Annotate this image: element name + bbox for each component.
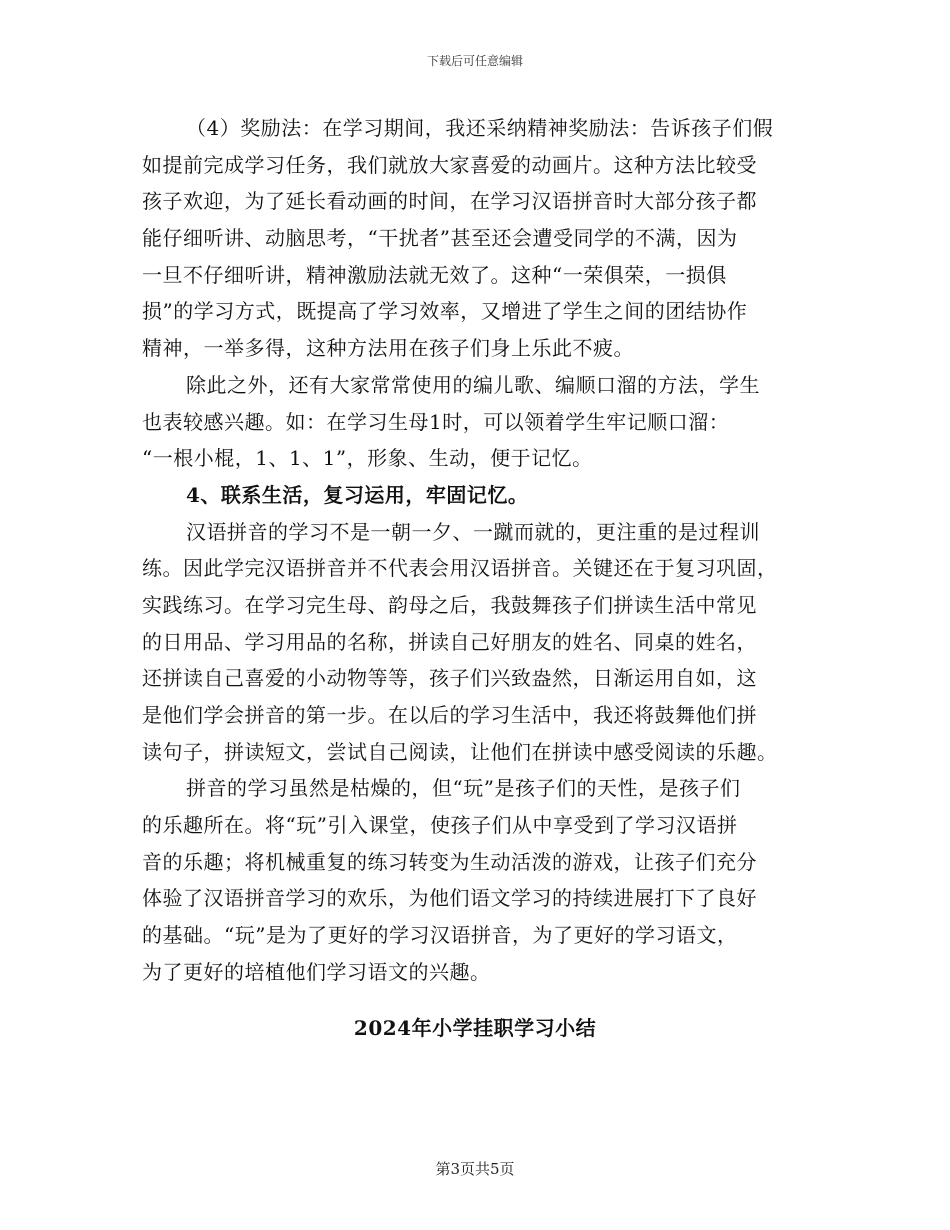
text-line: 汉语拼音的学习不是一朝一夕、一蹴而就的，更注重的是过程训 xyxy=(186,519,760,544)
page-footer: 第3页共5页 xyxy=(435,1160,515,1178)
text-line: 一旦不仔细听讲，精神激励法就无效了。这种“一荣俱荣，一损俱 xyxy=(142,262,727,287)
paragraph-reward-method xyxy=(142,110,812,367)
paragraph-rhymes xyxy=(142,367,812,477)
text-line: 拼音的学习虽然是枯燥的，但“玩”是孩子们的天性，是孩子们 xyxy=(186,776,741,801)
text-line: 实践练习。在学习完生母、韵母之后，我鼓舞孩子们拼读生活中常见 xyxy=(142,592,757,617)
document-title: 2024年小学挂职学习小结 xyxy=(353,1016,597,1040)
text-line: 还拼读自己喜爱的小动物等等，孩子们兴致盎然，日渐运用自如，这 xyxy=(142,666,757,691)
text-line: （4）奖励法：在学习期间，我还采纳精神奖励法：告诉孩子们假 xyxy=(186,116,774,140)
text-line: 孩子欢迎，为了延长看动画的时间，在学习汉语拼音时大部分孩子都 xyxy=(142,189,757,214)
text-line: 的基础。“玩”是为了更好的学习汉语拼音，为了更好的学习语文， xyxy=(142,923,738,948)
text-line: 能仔细听讲、动脑思考，“干扰者”甚至还会遭受同学的不满，因为 xyxy=(142,226,738,251)
text-line: 为了更好的培植他们学习语文的兴趣。 xyxy=(142,959,491,984)
paragraph-review-practice xyxy=(142,514,812,771)
text-line: “一根小棍，1、1、1”，形象、生动，便于记忆。 xyxy=(142,446,593,471)
text-line: 体验了汉语拼音学习的欢乐，为他们语文学习的持续进展打下了良好 xyxy=(142,886,757,911)
text-line: 的乐趣所在。将“玩”引入课堂，使孩子们从中享受到了学习汉语拼 xyxy=(142,813,738,838)
text-line: 损”的学习方式，既提高了学习效率，又增进了学生之间的团结协作 xyxy=(142,299,748,324)
text-line: 也表较感兴趣。如：在学习生母1时，可以领着学生牢记顺口溜： xyxy=(142,409,730,434)
text-line: 练。因此学完汉语拼音并不代表会用汉语拼音。关键还在于复习巩固， xyxy=(142,556,778,581)
page-header: 下载后可任意编辑 xyxy=(426,54,523,68)
text-line: 除此之外，还有大家常常使用的编儿歌、编顺口溜的方法，学生 xyxy=(186,372,760,397)
text-line: 是他们学会拼音的第一步。在以后的学习生活中，我还将鼓舞他们拼 xyxy=(142,703,757,727)
text-line: 如提前完成学习任务，我们就放大家喜爱的动画片。这种方法比较受 xyxy=(142,152,757,177)
text-line: 精神，一举多得，这种方法用在孩子们身上乐此不疲。 xyxy=(142,336,634,361)
text-line: 的日用品、学习用品的名称，拼读自己好朋友的姓名、同桌的姓名， xyxy=(142,629,757,654)
text-line: 音的乐趣；将机械重复的练习转变为生动活泼的游戏，让孩子们充分 xyxy=(142,849,757,874)
section-heading: 4、联系生活，复习运用，牢固记忆。 xyxy=(186,482,529,507)
document-body xyxy=(142,110,812,991)
text-line: 读句子，拼读短文，尝试自己阅读，让他们在拼读中感受阅读的乐趣。 xyxy=(142,739,778,764)
paragraph-conclusion xyxy=(142,770,812,990)
